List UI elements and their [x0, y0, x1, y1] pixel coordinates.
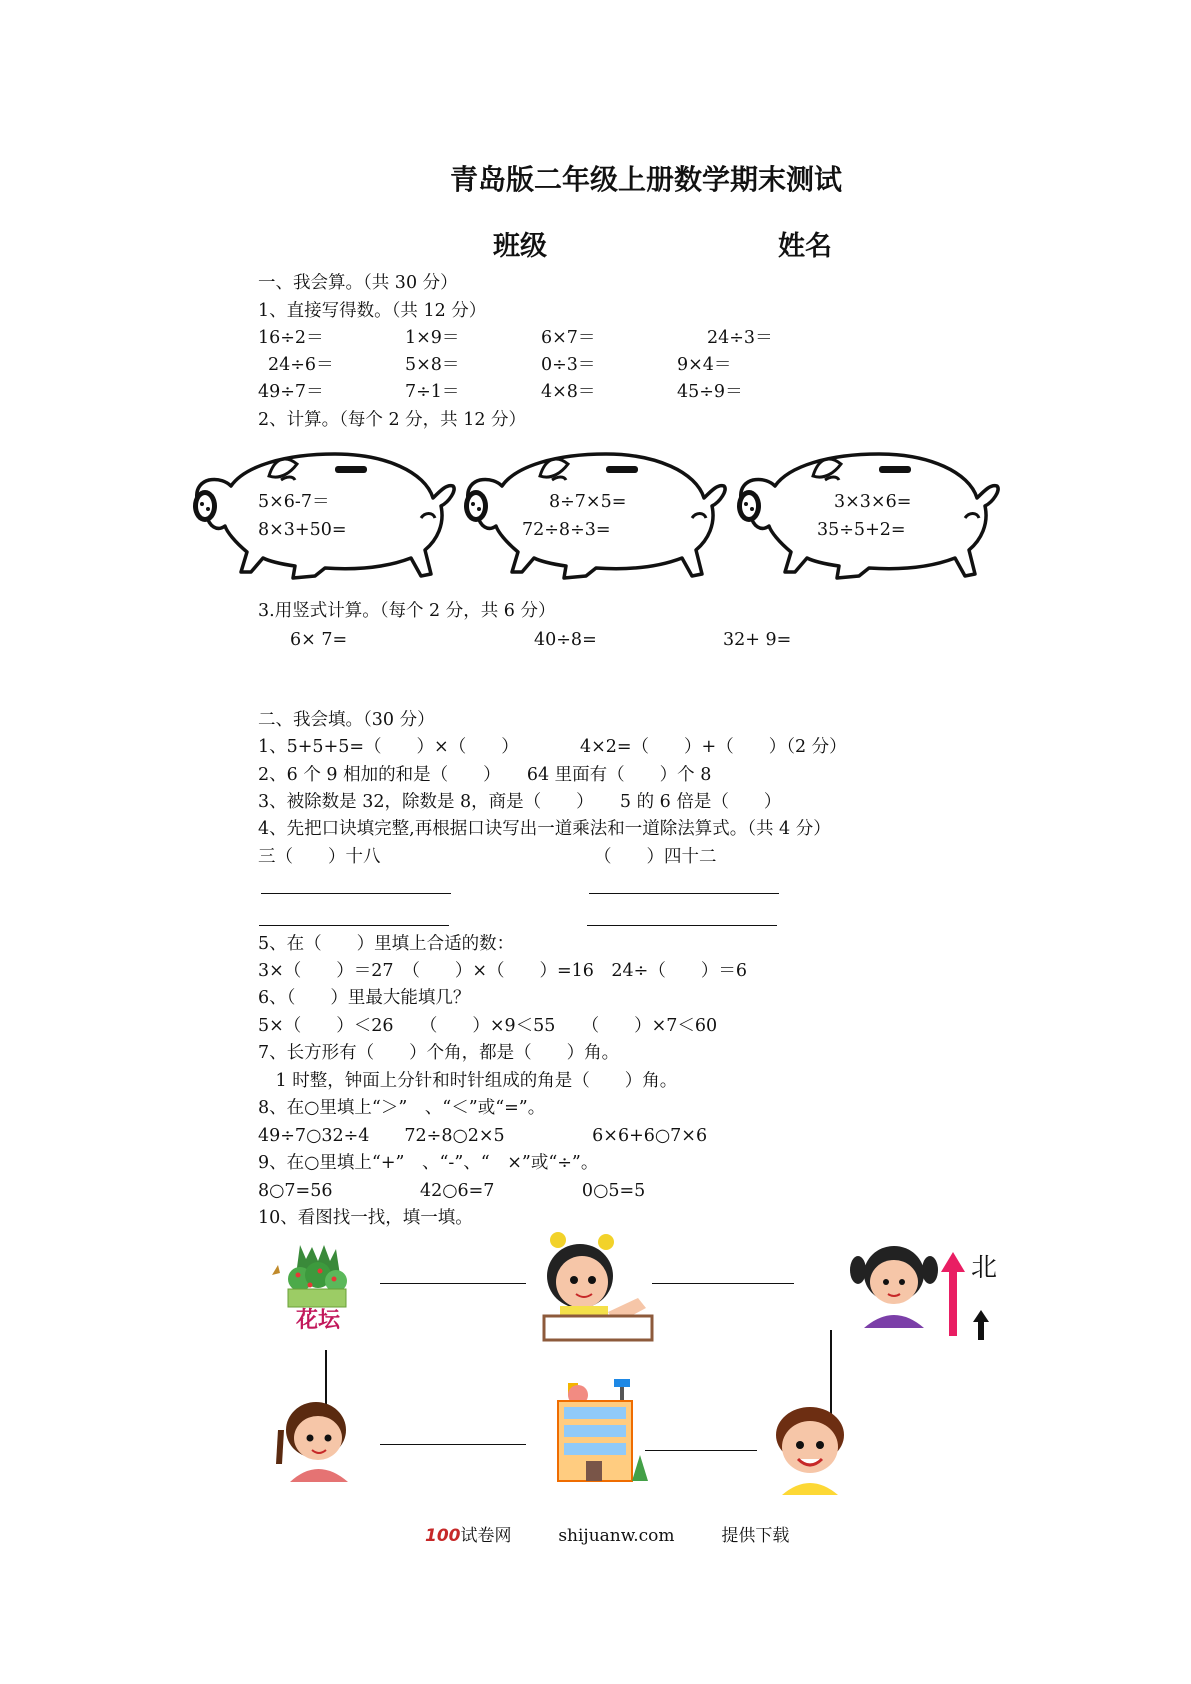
- girl-braids-picture: [272, 1400, 358, 1482]
- flowerbed-label: 花坛: [296, 1308, 341, 1333]
- piggy-bank-3: [729, 446, 999, 581]
- answer-line: [259, 925, 449, 926]
- pig-expr: 72÷8÷3=: [522, 520, 611, 540]
- q1-cell: 6×7＝: [541, 328, 596, 348]
- q3-item: 6× 7=: [290, 630, 348, 650]
- q1-cell: 45÷9＝: [677, 382, 743, 402]
- q1-heading: 1、直接写得数。（共 12 分）: [258, 301, 487, 321]
- fill-line: 8、在○里填上“＞” 、“＜”或“=”。: [258, 1098, 546, 1118]
- map-path: [380, 1283, 526, 1284]
- class-label: 班级: [493, 231, 547, 262]
- pig-expr: 8×3+50=: [258, 520, 347, 540]
- q1-cell: 5×8＝: [405, 355, 460, 375]
- map-path: [652, 1283, 794, 1284]
- pig-expr: 5×6-7＝: [258, 492, 330, 512]
- q1-cell: 49÷7＝: [258, 382, 324, 402]
- pig-expr: 35÷5+2=: [817, 520, 906, 540]
- piggy-bank-2: [456, 446, 726, 581]
- fill-line: 1 时整，钟面上分针和时针组成的角是（ ）角。: [258, 1071, 678, 1091]
- rhyme-right: （ ）四十二: [594, 847, 717, 867]
- girl-at-desk-picture: [530, 1232, 652, 1342]
- fill-line: 3、被除数是 32，除数是 8，商是（ ） 5 的 6 倍是（ ）: [258, 792, 782, 812]
- q1-cell: 24÷3＝: [707, 328, 773, 348]
- girl-pigtails-picture: [850, 1240, 938, 1330]
- fill-line: 9、在○里填上“+” 、“-”、“ ×”或“÷”。: [258, 1153, 599, 1173]
- fill-line: 10、看图找一找，填一填。: [258, 1208, 473, 1228]
- footer-logo-suffix: 试卷网: [460, 1526, 512, 1546]
- map-path: [380, 1444, 526, 1445]
- fill-line: 1、5+5+5=（ ）×（ ） 4×2=（ ）+（ ）（2 分）: [258, 737, 847, 757]
- q1-cell: 7÷1＝: [405, 382, 460, 402]
- north-label: 北: [971, 1253, 998, 1283]
- fill-line: 7、长方形有（ ）个角，都是（ ）角。: [258, 1043, 620, 1063]
- q1-cell: 4×8＝: [541, 382, 596, 402]
- footer-site[interactable]: shijuanw.com: [558, 1526, 675, 1546]
- footer: [425, 1521, 789, 1546]
- rhyme-left: 三（ ）十八: [258, 847, 381, 867]
- fill-line: 5×（ ）＜26 （ ）×9＜55 （ ）×7＜60: [258, 1016, 718, 1036]
- piggy-bank-1: [185, 446, 455, 581]
- q1-cell: 9×4＝: [677, 355, 732, 375]
- pig-expr: 3×3×6=: [834, 492, 912, 512]
- section1-heading: 一、我会算。（共 30 分）: [258, 273, 458, 293]
- fill-line: 49÷7○32÷4 72÷8○2×5 6×6+6○7×6: [258, 1126, 708, 1146]
- answer-line: [587, 925, 777, 926]
- q1-cell: 1×9＝: [405, 328, 460, 348]
- q1-cell: 0÷3＝: [541, 355, 596, 375]
- fill-line: 4、先把口诀填完整,再根据口诀写出一道乘法和一道除法算式。（共 4 分）: [258, 819, 831, 839]
- q1-cell: 16÷2＝: [258, 328, 324, 348]
- q3-item: 32+ 9=: [723, 630, 792, 650]
- q3-item: 40÷8=: [534, 630, 597, 650]
- footer-provide: 提供下载: [721, 1526, 790, 1546]
- fill-line: 5、在（ ）里填上合适的数：: [258, 934, 515, 954]
- footer-logo: 100: [425, 1526, 461, 1546]
- q3-heading: 3.用竖式计算。（每个 2 分，共 6 分）: [258, 601, 556, 621]
- flowerbed-picture: [268, 1245, 363, 1333]
- fill-line: 3×（ ）＝27 （ ）×（ ）=16 24÷（ ）＝6: [258, 961, 747, 981]
- fill-line: 8○7=56 42○6=7 0○5=5: [258, 1181, 646, 1201]
- section2-heading: 二、我会填。（30 分）: [258, 710, 435, 730]
- girl-smiling-picture: [762, 1405, 858, 1495]
- page-title: 青岛版二年级上册数学期末测试: [450, 163, 843, 196]
- q1-cell: 24÷6＝: [268, 355, 334, 375]
- answer-line: [589, 893, 779, 894]
- map-path: [645, 1450, 757, 1451]
- fill-line: 2、6 个 9 相加的和是（ ） 64 里面有（ ）个 8: [258, 765, 712, 785]
- school-picture: [548, 1375, 648, 1485]
- name-label: 姓名: [778, 231, 832, 262]
- q2-heading: 2、计算。（每个 2 分，共 12 分）: [258, 410, 527, 430]
- fill-line: 6、（ ）里最大能填几？: [258, 988, 471, 1008]
- answer-line: [261, 893, 451, 894]
- north-compass: [937, 1248, 1007, 1340]
- pig-expr: 8÷7×5=: [549, 492, 627, 512]
